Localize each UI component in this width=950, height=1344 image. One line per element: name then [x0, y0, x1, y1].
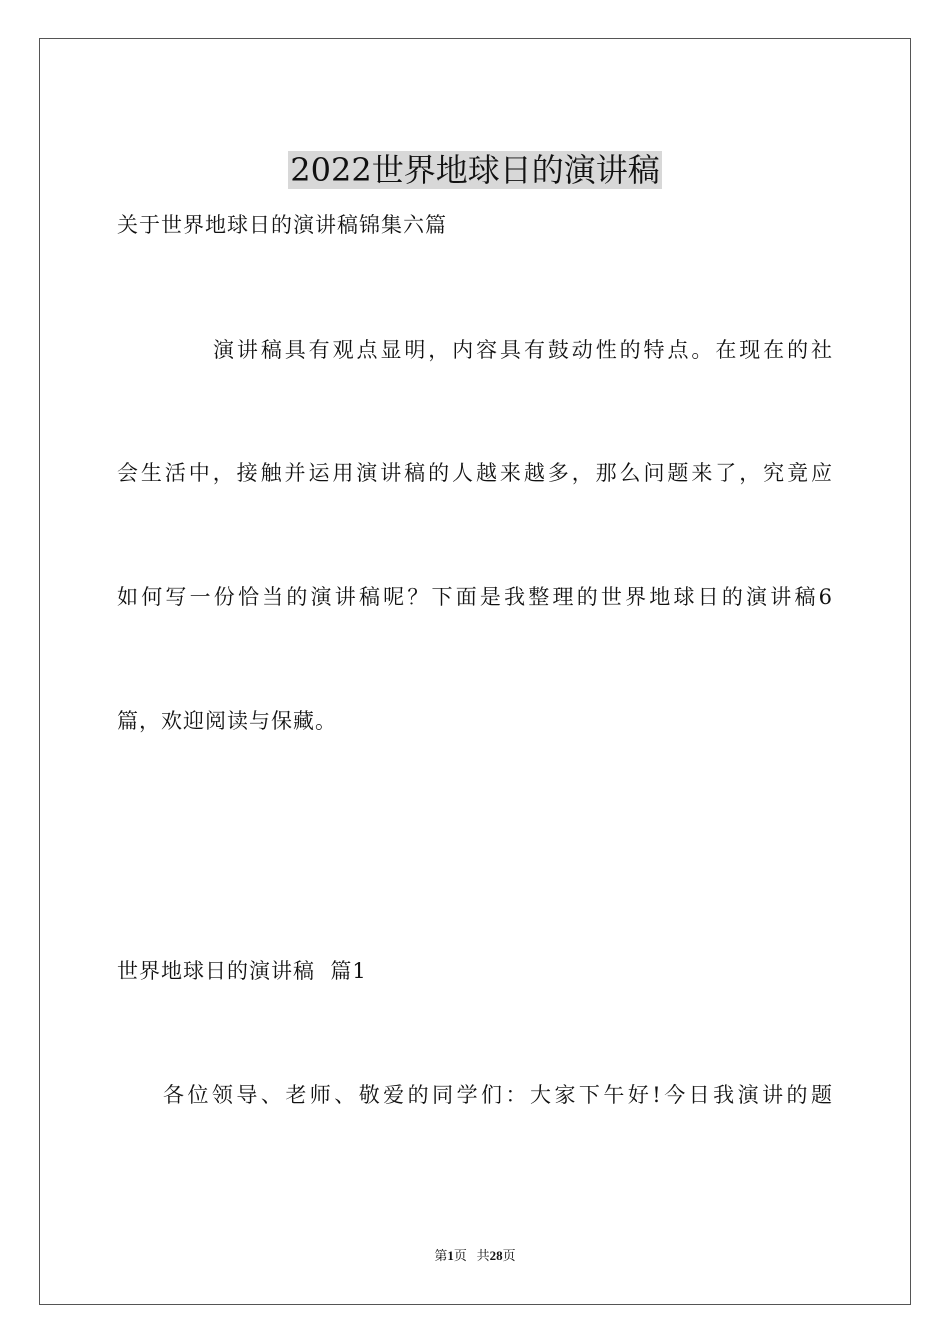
footer-total-pages: 28 — [489, 1248, 503, 1263]
document-title-text: 2022世界地球日的演讲稿 — [290, 151, 660, 190]
document-title — [0, 144, 950, 196]
intro-line-4: 篇，欢迎阅读与保藏。 — [117, 709, 337, 733]
footer-total-suffix: 页 — [502, 1248, 516, 1263]
section-heading: 世界地球日的演讲稿 篇1 — [117, 959, 367, 983]
intro-line-3: 如何写一份恰当的演讲稿呢？下面是我整理的世界地球日的演讲稿6 — [117, 585, 833, 609]
footer-page-number: 1 — [447, 1248, 454, 1263]
document-subtitle: 关于世界地球日的演讲稿锦集六篇 — [117, 213, 447, 237]
intro-line-1: 演讲稿具有观点显明，内容具有鼓动性的特点。在现在的社 — [213, 338, 833, 362]
section-first-line: 各位领导、老师、敬爱的同学们：大家下午好!今日我演讲的题 — [163, 1083, 833, 1107]
footer-page-suffix: 页 — [453, 1248, 467, 1263]
footer-page-prefix: 第 — [434, 1248, 448, 1263]
page-footer — [0, 1246, 950, 1266]
intro-line-2: 会生活中，接触并运用演讲稿的人越来越多，那么问题来了，究竟应 — [117, 461, 833, 485]
footer-total-prefix: 共 — [476, 1248, 490, 1263]
